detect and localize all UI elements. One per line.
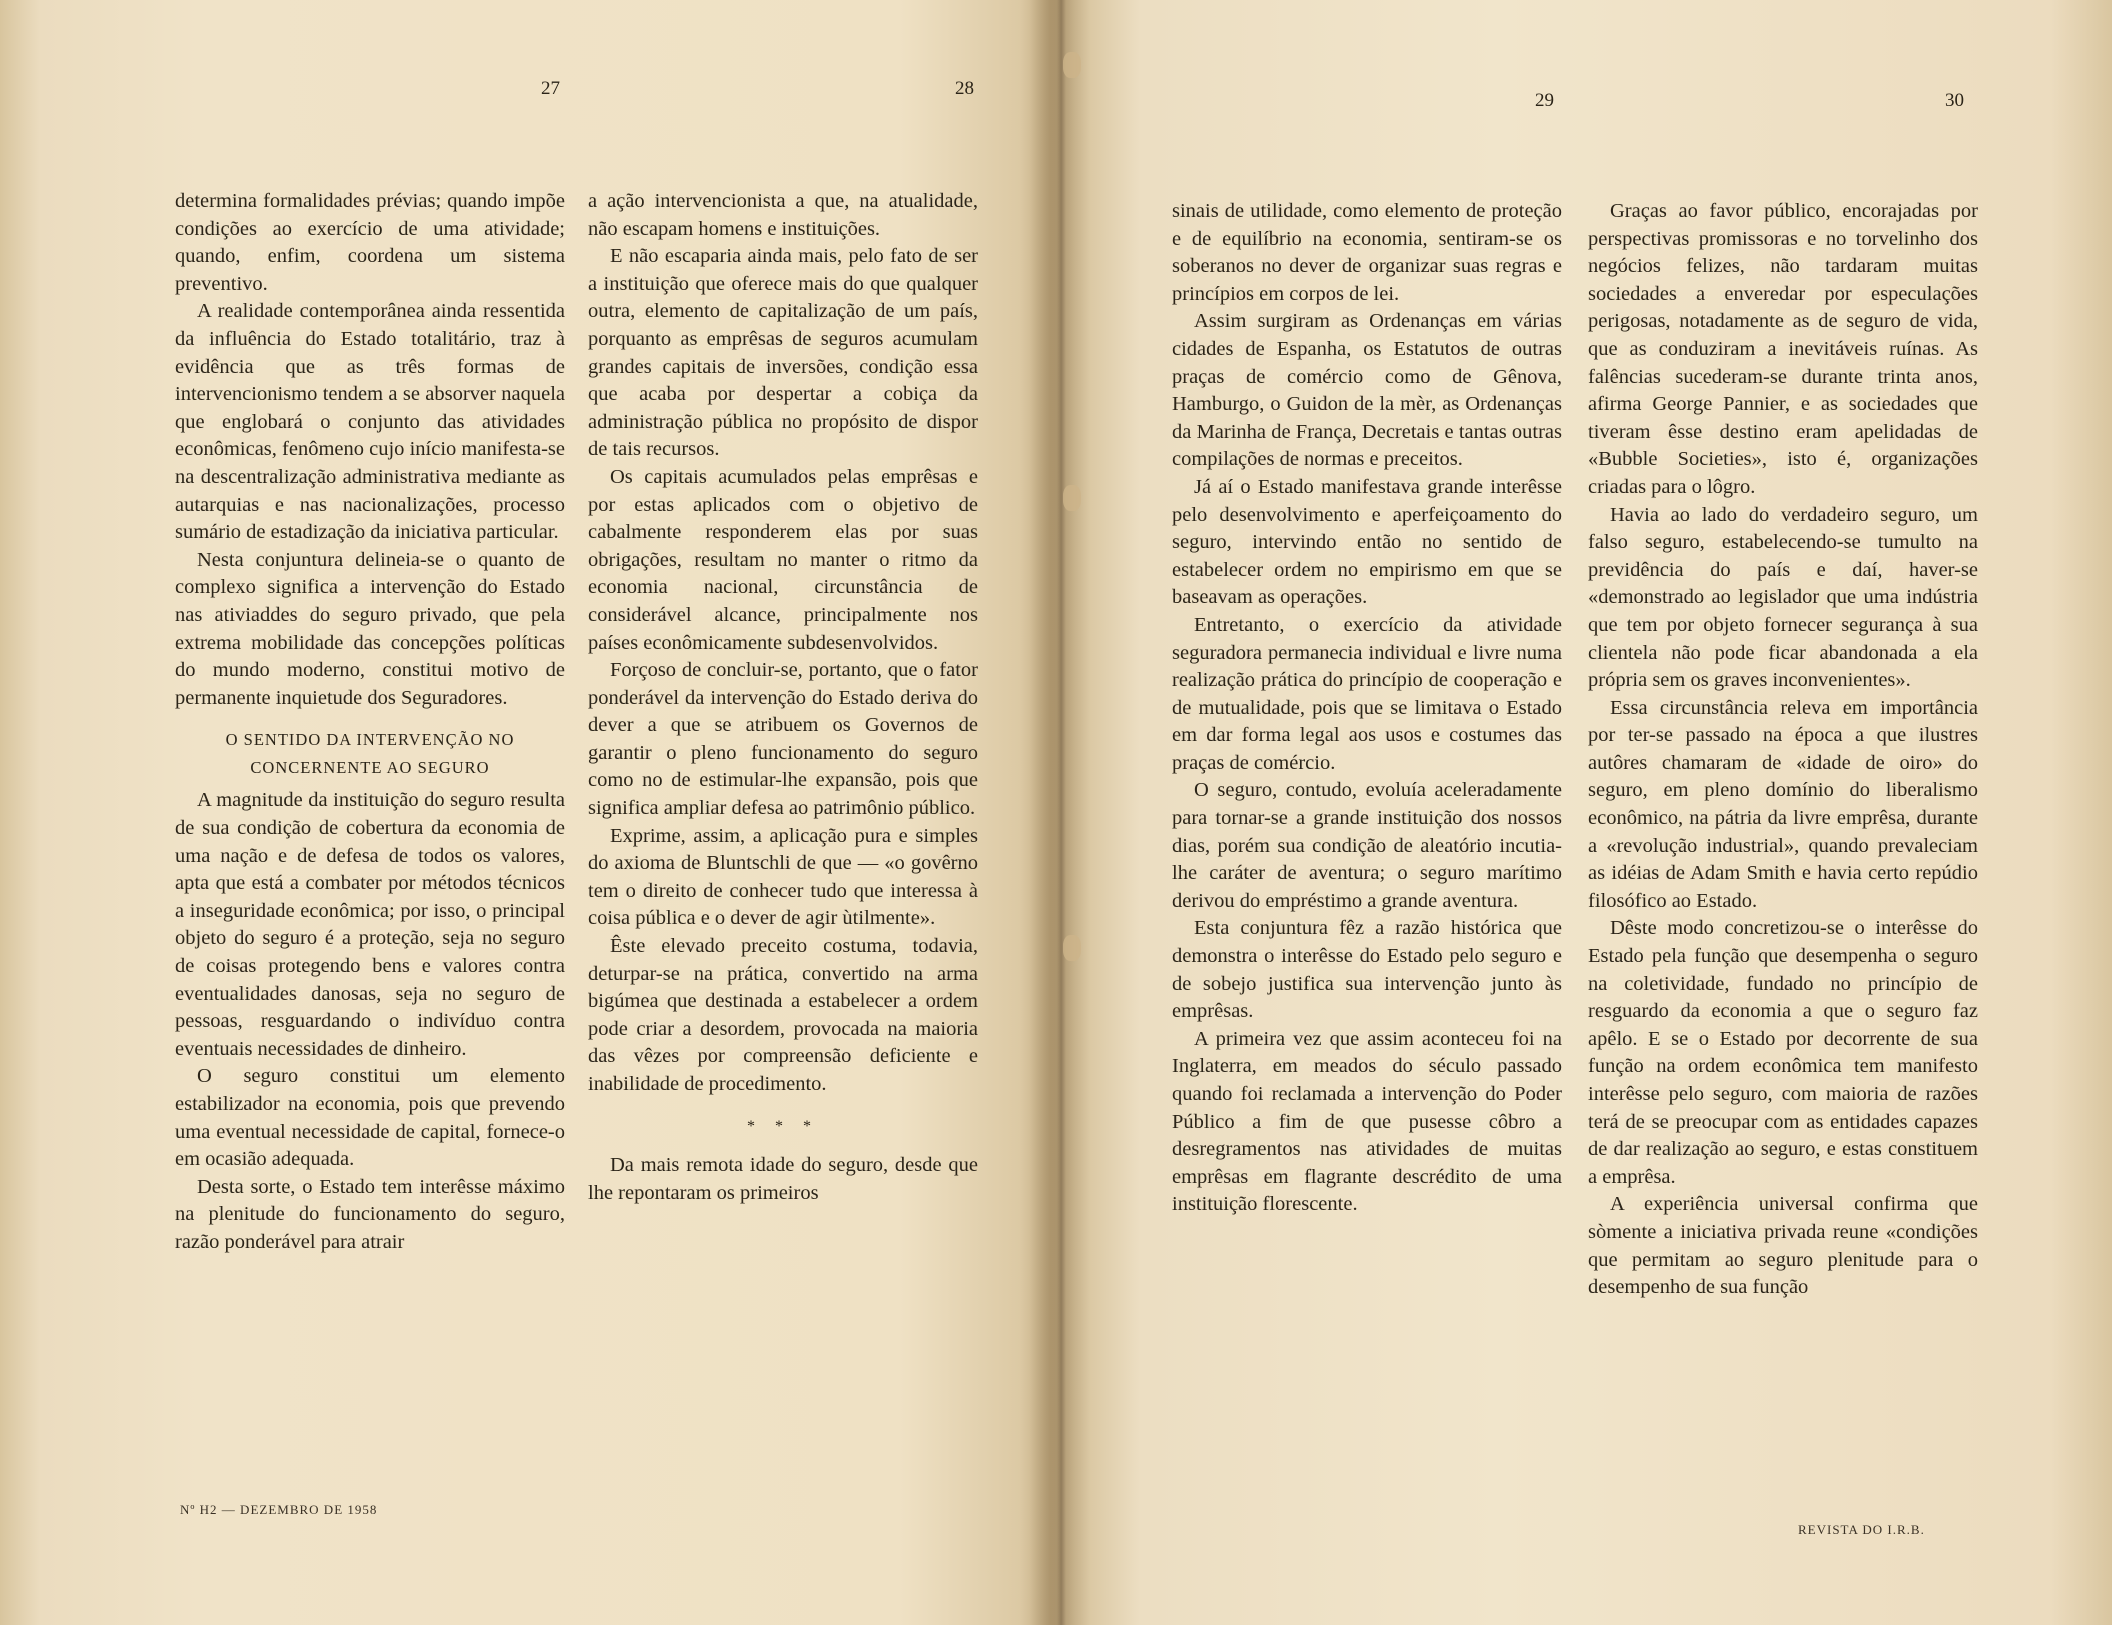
- paragraph: O seguro constitui um elemento estabilizador na economia, pois que prevendo uma eventual necessidade de capital, fornece-o em ocasião adequada.: [175, 1065, 565, 1171]
- paragraph: Esta conjuntura fêz a razão histórica que demonstra o interêsse do Estado pelo seguro e de sobejo justifica sua intervenção junto às emprêsas.: [1172, 917, 1562, 1023]
- paragraph: A realidade contemporânea ainda ressentida da influência do Estado totalitário, traz à evidência que as três formas de intervencionismo tendem a se absorver naquela que englobará o conjunto das atividades econômicas, fenômeno cujo início manifesta-se na descentralização administrativa mediante as autarquias e nas nacionalizações, processo sumário de estadização da iniciativa particular.: [175, 300, 565, 544]
- paragraph: Assim surgiram as Ordenanças em várias cidades de Espanha, os Estatutos de outras praças de comércio como de Gênova, Hamburgo, o Guidon de la mèr, as Ordenanças da Marinha de França, Decretais e tantas outras compilações de normas e preceitos.: [1172, 310, 1562, 471]
- binding-staple: [1063, 485, 1081, 511]
- binding-staple: [1063, 935, 1081, 961]
- issue-footer: Nº H2 — DEZEMBRO DE 1958: [180, 1502, 378, 1517]
- paragraph: Graças ao favor público, encorajadas por perspectivas promissoras e no torvelinho dos negócios felizes, não tardaram muitas sociedades a enveredar por especulações perigosas, notadamente as de seguro de vida, que as conduziram a inevitáveis ruínas. As falências sucederam-se durante trinta anos, afirma George Pannier, e as sociedades que tiveram êsse destino eram apelidadas de «Bubble Societies», isto é, organizações criadas para o lôgro.: [1588, 200, 1978, 498]
- page-number-28: 28: [955, 78, 974, 99]
- paragraph: Exprime, assim, a aplicação pura e simples do axioma de Bluntschli de que — «o govêrno tem o direito de conhecer tudo que interessa à coisa pública e o dever de agir ùtilmente».: [588, 824, 978, 930]
- paragraph: Da mais remota idade do seguro, desde que lhe repontaram os primeiros: [588, 1154, 978, 1204]
- paragraph: E não escaparia ainda mais, pelo fato de ser a instituição que oferece mais do que qualquer outra, elemento de capitalização de um país, porquanto as emprêsas de seguros acumulam grandes capitais de inversões, condição essa que acaba por despertar a cobiça da administração pública no propósito de dispor de tais recursos.: [588, 245, 978, 461]
- page-number-27: 27: [541, 78, 560, 99]
- section-separator: * * *: [747, 1117, 819, 1135]
- page-28-column: [588, 188, 978, 1207]
- paragraph: Entretanto, o exercício da atividade seguradora permanecia individual e livre numa realização prática do princípio de cooperação e de mutualidade, pois que se limitava o Estado em dar forma legal aos usos e costumes das praças de comércio.: [1172, 613, 1562, 774]
- paragraph: A magnitude da instituição do seguro resulta de sua condição de cobertura da economia de uma nação e de defesa de todos os valores, apta que está a combater por métodos técnicos a inseguridade econômica; por isso, o principal objeto do seguro é a proteção, seja no seguro de coisas protegendo bens e valores contra eventualidades danosas, seja no seguro de pessoas, resguardando o indivíduo contra eventuais necessidades de dinheiro.: [175, 789, 565, 1060]
- paragraph: Já aí o Estado manifestava grande interêsse pelo desenvolvimento e aperfeiçoamento do seguro, intervindo então no sentido de estabelecer ordem no empirismo em que se baseavam as operações.: [1172, 475, 1562, 609]
- section-heading-line-1: O SENTIDO DA INTERVENÇÃO NO: [225, 730, 515, 750]
- paragraph: a ação intervencionista a que, na atualidade, não escapam homens e instituições.: [588, 190, 978, 240]
- section-heading-line-2: CONCERNENTE AO SEGURO: [250, 757, 490, 777]
- section-heading: [175, 726, 565, 781]
- paragraph: Desta sorte, o Estado tem interêsse máximo na plenitude do funcionamento do seguro, razão ponderável para atrair: [175, 1175, 565, 1253]
- paragraph: sinais de utilidade, como elemento de proteção e de equilíbrio na economia, sentiram-se os soberanos no dever de organizar suas regras e princípios em corpos de lei.: [1172, 200, 1562, 305]
- book-gutter: [1030, 0, 1090, 1625]
- page-number-30: 30: [1945, 90, 1964, 111]
- paragraph: Havia ao lado do verdadeiro seguro, um falso seguro, estabelecendo-se tumulto na previdência do país e daí, haver-se «demonstrado ao legislador que uma indústria que tem por objeto fornecer segurança à sua clientela não pode ficar abandonada a ela própria sem os graves inconvenientes».: [1588, 503, 1978, 692]
- paragraph: Forçoso de concluir-se, portanto, que o fator ponderável da intervenção do Estado deriva do dever a que se atribuem os Governos de garantir o pleno funcionamento do seguro como no de estimular-lhe expansão, pois que significa ampliar defesa ao patrimônio público.: [588, 659, 978, 820]
- page-29-column: [1172, 198, 1562, 1219]
- paragraph: Dêste modo concretizou-se o interêsse do Estado pela função que desempenha o seguro na coletividade, fundado no princípio de resguardo da economia a que o seguro faz apêlo. E se o Estado por decorrente de sua função na ordem econômica tem manifesto interêsse pelo seguro, com maioria de razões terá de se preocupar com as entidades capazes de dar realização ao seguro, e estas constituem a emprêsa.: [1588, 917, 1978, 1188]
- page-number-29: 29: [1535, 90, 1554, 111]
- paragraph: O seguro, contudo, evoluía aceleradamente para tornar-se a grande instituição dos nossos dias, porém sua condição de aleatório incutia-lhe caráter de aventura; o seguro marítimo derivou do empréstimo a grande aventura.: [1172, 779, 1562, 912]
- paragraph: Nesta conjuntura delineia-se o quanto de complexo significa a intervenção do Estado nas ativiaddes do seguro privado, que pela extrema mobilidade das concepções políticas do mundo moderno, constitui motivo de permanente inquietude dos Seguradores.: [175, 548, 565, 709]
- binding-staple: [1063, 52, 1081, 78]
- paragraph: determina formalidades prévias; quando impõe condições ao exercício de uma atividade; quando, enfim, coordena um sistema preventivo.: [175, 190, 565, 295]
- paragraph: A primeira vez que assim aconteceu foi na Inglaterra, em meados do século passado quando foi reclamada a intervenção do Poder Público a fim de que pusesse côbro a desregramentos nas atividades de muitas emprêsas em flagrante descrédito de uma instituição florescente.: [1172, 1027, 1562, 1216]
- paragraph: Essa circunstância releva em importância por ter-se passado na época a que ilustres autôres chamaram de «idade de oiro» do seguro, em pleno domínio do liberalismo econômico, na pátria da livre emprêsa, durante a «revolução industrial», quando prevaleciam as idéias de Adam Smith e havia certo repúdio filosófico ao Estado.: [1588, 696, 1978, 912]
- paragraph: Os capitais acumulados pelas emprêsas e por estas aplicados com o objetivo de cabalmente responderem elas por suas obrigações, resultam no manter o ritmo da economia nacional, circunstância de considerável alcance, principalmente nos países econômicamente subdesenvolvidos.: [588, 465, 978, 654]
- page-27-column: [175, 188, 565, 1257]
- paragraph: Êste elevado preceito costuma, todavia, deturpar-se na prática, convertido na arma bigúmea que destinada a estabelecer a ordem pode criar a desordem, provocada na maioria das vêzes por compreensão deficiente e inabilidade de procedimento.: [588, 935, 978, 1095]
- journal-footer: REVISTA DO I.R.B.: [1798, 1522, 1925, 1537]
- page-30-column: [1588, 198, 1978, 1302]
- paragraph: A experiência universal confirma que sòmente a iniciativa privada reune «condições que permitam ao seguro plenitude para o desempenho de sua função: [1588, 1193, 1978, 1299]
